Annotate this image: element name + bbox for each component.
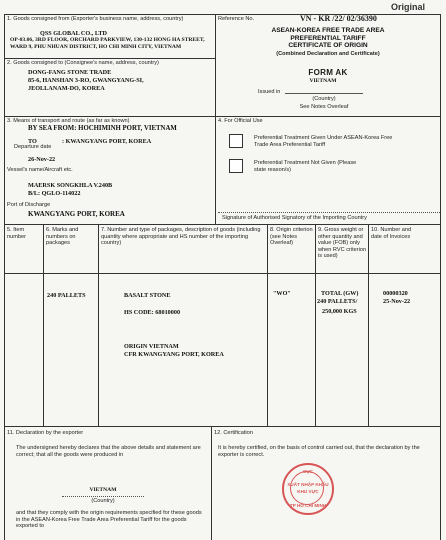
route-to-value: : KWANGYANG PORT, KOREA bbox=[62, 138, 152, 145]
form-name: FORM AK bbox=[308, 68, 348, 77]
col-divider-2 bbox=[98, 224, 99, 426]
title-line3: CERTIFICATE OF ORIGIN bbox=[288, 42, 368, 49]
box11-label: 11. Declaration by the exporter bbox=[7, 430, 84, 436]
reference-label: Reference No. bbox=[218, 16, 255, 22]
invoice-date: 25-Nov-22 bbox=[383, 298, 411, 305]
reference-number: VN - KR /22/ 02/36390 bbox=[300, 14, 377, 23]
stamp-text-low: KHU VỰC bbox=[297, 489, 319, 494]
consignee-name: DONG-FANG STONE TRADE bbox=[28, 69, 112, 76]
country-caption: (Country) bbox=[312, 96, 336, 102]
goods-weight-line2: 240 PALLETS/ bbox=[317, 298, 358, 305]
goods-hs-code: HS CODE: 68010000 bbox=[124, 309, 181, 316]
col-description-header: 7. Number and type of packages, description of goods (including quantity where appropriate and HS number of the importing country) bbox=[101, 227, 261, 247]
box3-label: 3. Means of transport and route (as far as known) bbox=[7, 118, 130, 124]
treatment-given-checkbox[interactable] bbox=[229, 134, 243, 148]
col-divider-3 bbox=[267, 224, 268, 426]
invoice-number: 00000320 bbox=[383, 290, 408, 297]
see-notes-label: See Notes Overleaf bbox=[299, 104, 349, 110]
declaration-country-line bbox=[62, 496, 144, 497]
divider-goods-box11 bbox=[4, 426, 440, 427]
col-divider-1 bbox=[43, 224, 44, 426]
title-subtitle: (Combined Declaration and Certificate) bbox=[276, 51, 380, 57]
treatment-not-given-checkbox[interactable] bbox=[229, 159, 243, 173]
col-divider-5 bbox=[368, 224, 369, 426]
stamp-inner-ring bbox=[290, 471, 324, 505]
exporter-declaration-text2: and that they comply with the origin requirements specified for these goods in the ASEAN-Korea Free Trade Area Preferential Tariff for the goods exported to bbox=[16, 510, 202, 530]
goods-packages: 240 PALLETS bbox=[47, 292, 86, 299]
box4-label: 4. For Official Use bbox=[218, 118, 263, 124]
route-to-label: TO bbox=[28, 138, 37, 145]
consignee-address-line1: 85-6, HANSHAN 3-RO, GWANGYANG-SI, bbox=[28, 77, 144, 84]
treatment-given-text: Preferential Treatment Given Under ASEAN-Korea Free Trade Area Preferential Tariff bbox=[254, 135, 393, 148]
col-item-number-header: 5. Item number bbox=[7, 227, 26, 240]
departure-date-label: Departure date bbox=[14, 144, 52, 150]
box1-label: 1. Goods consigned from (Exporter's business name, address, country) bbox=[7, 16, 184, 22]
declaration-country-caption: (Country) bbox=[91, 498, 115, 504]
customs-stamp bbox=[282, 463, 334, 515]
issued-in-label: Issued in bbox=[258, 89, 281, 95]
divider-column-headers bbox=[4, 273, 440, 274]
exporter-address-line2: WARD 9, PHU NHUAN DISTRICT, HO CHI MINH CITY, VIETNAM bbox=[10, 44, 182, 50]
col-weight-header: 9. Gross weight or other quantity and value (FOB) only when RVC criterion is used) bbox=[318, 227, 367, 260]
issuing-country: VIETNAM bbox=[309, 78, 337, 84]
importing-signatory-label: Signature of Authorised Signatory of the Importing Country bbox=[222, 215, 367, 221]
frame-right bbox=[440, 14, 441, 540]
col-invoice-header: 10. Number and date of Invoices bbox=[371, 227, 412, 240]
exporter-name: QSS GLOBAL CO., LTD bbox=[40, 30, 107, 37]
vessel-label: Vessel's name/Aircraft etc. bbox=[7, 167, 73, 173]
original-label: Original bbox=[391, 2, 426, 12]
stamp-text-mid: XUẤT NHẬP KHẨU bbox=[287, 482, 329, 487]
treatment-not-given-text: Preferential Treatment Not Given (Please state reason/s) bbox=[254, 160, 357, 173]
declaration-country: VIETNAM bbox=[89, 487, 117, 493]
route-by-sea: BY SEA FROM: HOCHIMINH PORT, VIETNAM bbox=[28, 125, 177, 132]
vessel-value: MAERSK SONGKHLA V.240B bbox=[28, 182, 113, 189]
goods-weight-line3: 250,000 KGS bbox=[322, 308, 357, 315]
stamp-text-city: TP HỒ CHÍ MINH bbox=[289, 503, 327, 508]
departure-date-value: 26-Nov-22 bbox=[28, 156, 56, 163]
goods-origin-criterion: "WO" bbox=[273, 290, 291, 297]
col-divider-4 bbox=[315, 224, 316, 426]
exporter-declaration-text: The undersigned hereby declares that the above details and statement are correct; that all the goods were produced in bbox=[16, 445, 201, 458]
consignee-address-line2: JEOLLANAM-DO, KOREA bbox=[28, 85, 105, 92]
divider-box3-columns bbox=[4, 224, 440, 225]
exporter-address-line1: OP-03.06, 3RD FLOOR, ORCHARD PARKVIEW, 130-132 HONG HA STREET, bbox=[10, 37, 205, 43]
goods-weight-line1: TOTAL (GW) bbox=[321, 290, 359, 297]
box2-label: 2. Goods consigned to (Consignee's name, address, country) bbox=[7, 60, 159, 66]
port-of-discharge-label: Port of Discharge bbox=[7, 202, 51, 208]
title-line2: PREFERENTIAL TARIFF bbox=[290, 34, 366, 42]
issued-in-line bbox=[285, 93, 363, 94]
port-of-discharge-value: KWANGYANG PORT, KOREA bbox=[28, 210, 125, 218]
goods-description: BASALT STONE bbox=[124, 292, 171, 299]
certification-text: It is hereby certified, on the basis of control carried out, that the declaration by the exporter is correct. bbox=[218, 445, 420, 458]
divider-box2-box3 bbox=[4, 116, 440, 117]
frame-left bbox=[4, 14, 5, 540]
col-origin-criterion-header: 8. Origin criterion (see Notes Overleaf) bbox=[270, 227, 313, 247]
divider-box11-box12 bbox=[211, 426, 212, 540]
divider-box1-box2 bbox=[4, 58, 215, 59]
bill-of-lading: B/L: QGLO-114022 bbox=[28, 190, 81, 197]
stamp-text-top: CỤC bbox=[303, 469, 313, 474]
goods-cfr-terms: CFR KWANGYANG PORT, KOREA bbox=[124, 351, 224, 358]
title-line1: ASEAN-KOREA FREE TRADE AREA bbox=[271, 27, 385, 34]
col-marks-header: 6. Marks and numbers on packages bbox=[46, 227, 79, 247]
goods-origin-statement: ORIGIN VIETNAM bbox=[124, 343, 179, 350]
box12-label: 12. Certification bbox=[214, 430, 253, 436]
signature-line bbox=[218, 212, 440, 213]
